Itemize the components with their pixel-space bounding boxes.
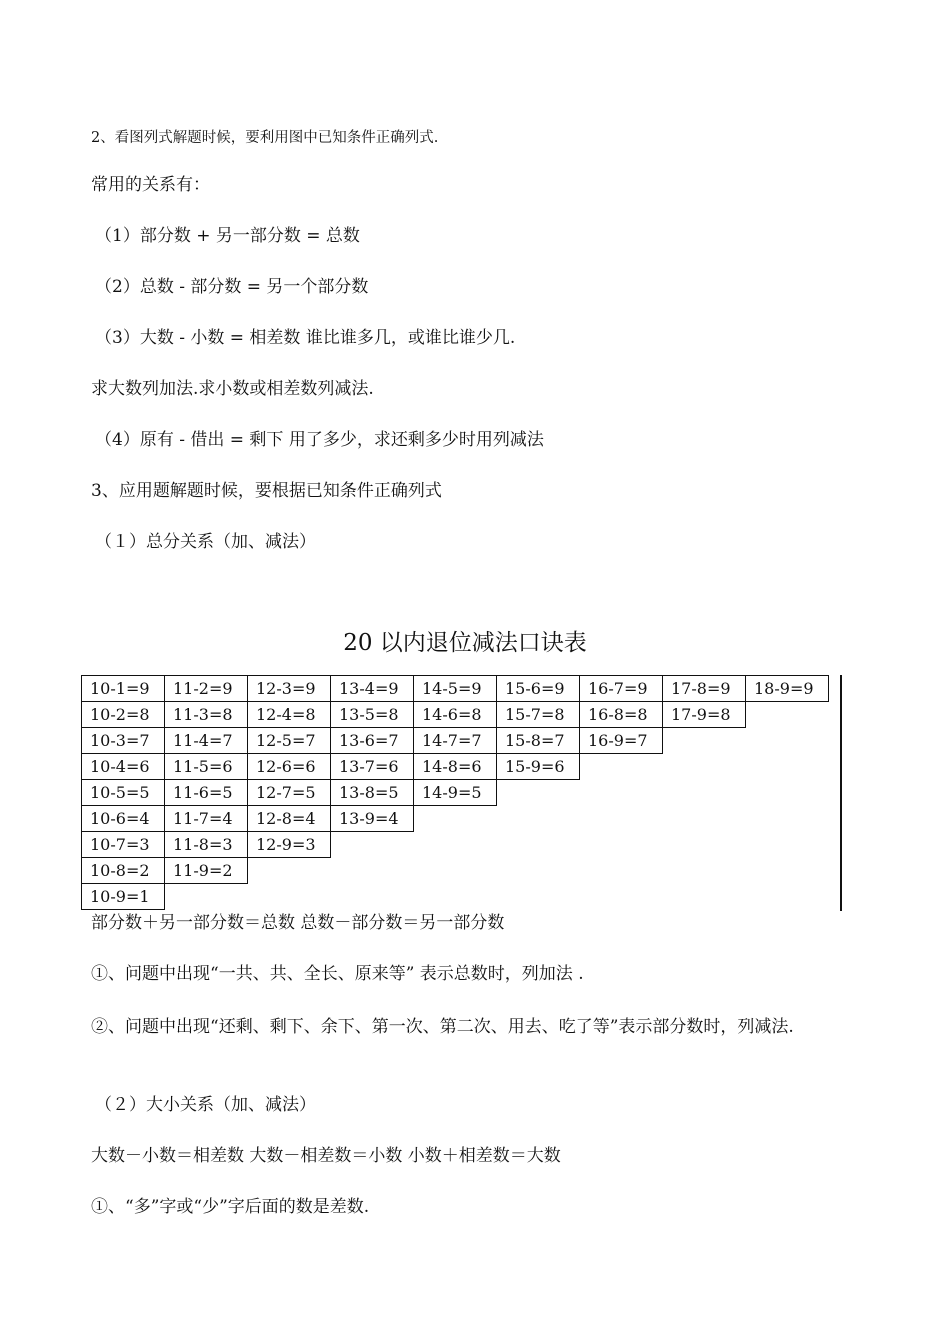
table-cell: 11-4=7 (165, 728, 248, 754)
table-cell: 11-2=9 (165, 676, 248, 702)
table-cell: 11-6=5 (165, 780, 248, 806)
table-row (82, 728, 829, 754)
table-empty-cell (414, 884, 497, 910)
table-cell: 11-9=2 (165, 858, 248, 884)
table-row (82, 702, 829, 728)
table-cell: 10-1=9 (82, 676, 165, 702)
table-cell: 12-3=9 (248, 676, 331, 702)
table-cell: 16-8=8 (580, 702, 663, 728)
table-cell: 10-2=8 (82, 702, 165, 728)
table-row (82, 806, 829, 832)
table-cell: 12-8=4 (248, 806, 331, 832)
table-cell: 14-9=5 (414, 780, 497, 806)
table-empty-cell (414, 858, 497, 884)
table-row (82, 676, 829, 702)
table-row (82, 754, 829, 780)
table-cell: 16-9=7 (580, 728, 663, 754)
table-right-border (840, 675, 842, 911)
table-row (82, 884, 829, 910)
table-empty-cell (746, 754, 829, 780)
table-cell: 13-8=5 (331, 780, 414, 806)
table-empty-cell (414, 806, 497, 832)
table-cell: 12-5=7 (248, 728, 331, 754)
relation-item-2: （2）总数 - 部分数 = 另一个部分数 (95, 277, 369, 297)
table-empty-cell (331, 884, 414, 910)
table-cell: 17-8=9 (663, 676, 746, 702)
table-cell: 14-6=8 (414, 702, 497, 728)
table-empty-cell (165, 884, 248, 910)
table-empty-cell (497, 832, 580, 858)
table-empty-cell (663, 832, 746, 858)
table-empty-cell (663, 754, 746, 780)
subsection-1-heading: （１）总分关系（加、减法） (95, 532, 316, 552)
table-empty-cell (663, 728, 746, 754)
relations-heading: 常用的关系有： (91, 175, 210, 195)
table-empty-cell (746, 806, 829, 832)
table-empty-cell (497, 884, 580, 910)
table-cell: 15-6=9 (497, 676, 580, 702)
table-cell: 13-4=9 (331, 676, 414, 702)
table-cell: 10-9=1 (82, 884, 165, 910)
table-empty-cell (580, 858, 663, 884)
note-3: ①、“多”字或“少”字后面的数是差数. (91, 1197, 370, 1217)
table-cell: 10-3=7 (82, 728, 165, 754)
table-empty-cell (746, 832, 829, 858)
relation-item-3: （3）大数 - 小数 = 相差数 谁比谁多几，或谁比谁少几. (95, 328, 516, 348)
table-empty-cell (746, 702, 829, 728)
table-cell: 16-7=9 (580, 676, 663, 702)
table-empty-cell (497, 806, 580, 832)
table-empty-cell (414, 832, 497, 858)
table-row (82, 832, 829, 858)
table-empty-cell (331, 832, 414, 858)
subtraction-table (81, 675, 829, 910)
table-cell: 14-8=6 (414, 754, 497, 780)
table-cell: 11-5=6 (165, 754, 248, 780)
table-empty-cell (248, 858, 331, 884)
table-cell: 11-3=8 (165, 702, 248, 728)
table-empty-cell (580, 806, 663, 832)
table-cell: 10-4=6 (82, 754, 165, 780)
table-cell: 13-5=8 (331, 702, 414, 728)
relation-item-4: （4）原有 - 借出 = 剩下 用了多少，求还剩多少时用列减法 (95, 430, 544, 450)
table-empty-cell (580, 754, 663, 780)
intro-line: 2、看图列式解题时候，要利用图中已知条件正确列式. (91, 130, 439, 146)
formula-line: 部分数＋另一部分数＝总数 总数－部分数＝另一部分数 (91, 913, 505, 933)
table-empty-cell (580, 832, 663, 858)
table-cell: 11-8=3 (165, 832, 248, 858)
table-cell: 14-5=9 (414, 676, 497, 702)
table-empty-cell (746, 884, 829, 910)
table-empty-cell (248, 884, 331, 910)
table-empty-cell (663, 780, 746, 806)
table-cell: 18-9=9 (746, 676, 829, 702)
section-3-heading: 3、应用题解题时候，要根据已知条件正确列式 (91, 481, 442, 501)
table-title: 20 以内退位减法口诀表 (343, 630, 587, 656)
note-2: ②、问题中出现“还剩、剩下、余下、第一次、第二次、用去、吃了等”表示部分数时，列减法. (91, 1017, 794, 1037)
table-empty-cell (497, 780, 580, 806)
table-empty-cell (746, 858, 829, 884)
table-empty-cell (497, 858, 580, 884)
table-cell: 10-5=5 (82, 780, 165, 806)
table-cell: 11-7=4 (165, 806, 248, 832)
formula-line-2: 大数－小数＝相差数 大数－相差数＝小数 小数＋相差数＝大数 (91, 1146, 561, 1166)
subsection-2-heading: （２）大小关系（加、减法） (95, 1095, 316, 1115)
table-empty-cell (663, 858, 746, 884)
table-cell: 10-6=4 (82, 806, 165, 832)
table-empty-cell (663, 806, 746, 832)
table-cell: 17-9=8 (663, 702, 746, 728)
table-empty-cell (580, 884, 663, 910)
note-1: ①、问题中出现“一共、共、全长、原来等” 表示总数时，列加法 . (91, 964, 584, 984)
table-row (82, 858, 829, 884)
table-cell: 10-7=3 (82, 832, 165, 858)
table-cell: 13-7=6 (331, 754, 414, 780)
table-cell: 13-6=7 (331, 728, 414, 754)
table-empty-cell (746, 780, 829, 806)
table-cell: 12-7=5 (248, 780, 331, 806)
table-empty-cell (663, 884, 746, 910)
table-cell: 10-8=2 (82, 858, 165, 884)
table-cell: 12-4=8 (248, 702, 331, 728)
table-cell: 13-9=4 (331, 806, 414, 832)
table-cell: 15-7=8 (497, 702, 580, 728)
table-cell: 12-9=3 (248, 832, 331, 858)
table-empty-cell (746, 728, 829, 754)
relation-item-1: （1）部分数 + 另一部分数 = 总数 (95, 226, 360, 246)
table-row (82, 780, 829, 806)
table-empty-cell (580, 780, 663, 806)
table-cell: 15-9=6 (497, 754, 580, 780)
table-empty-cell (331, 858, 414, 884)
relation-rule: 求大数列加法.求小数或相差数列减法. (91, 379, 374, 399)
table-cell: 14-7=7 (414, 728, 497, 754)
table-cell: 12-6=6 (248, 754, 331, 780)
table-cell: 15-8=7 (497, 728, 580, 754)
